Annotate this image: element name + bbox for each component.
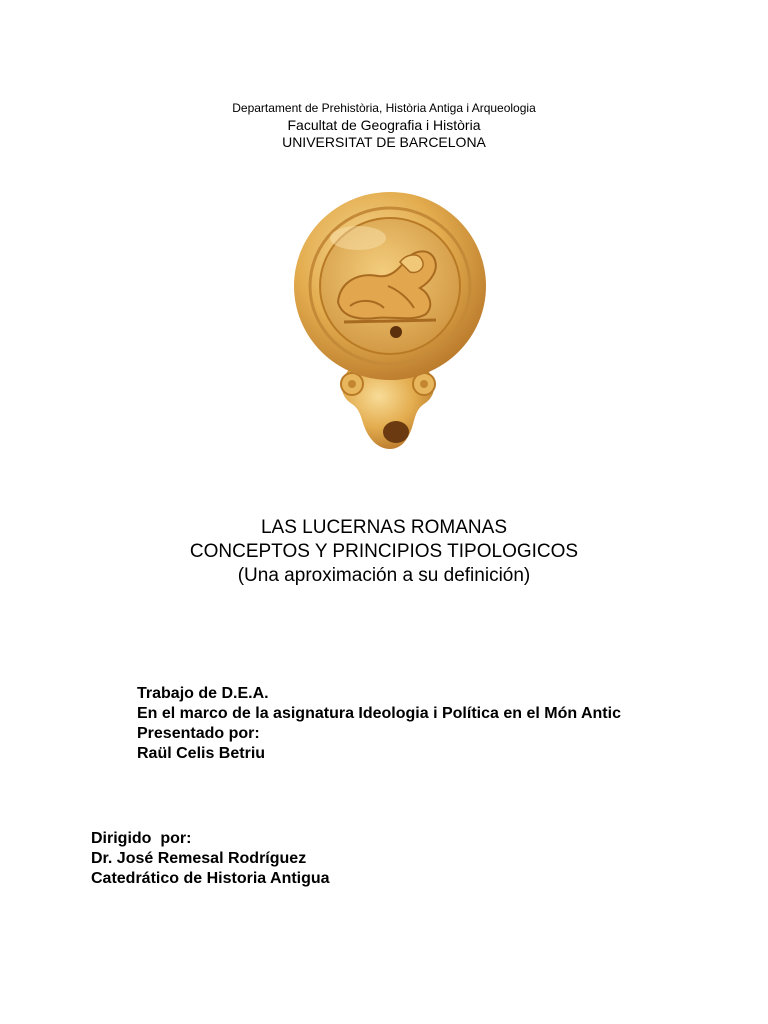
author-name: Raül Celis Betriu [137,745,266,762]
institution-header [0,100,768,151]
document-title [0,516,768,588]
director-position: Catedrático de Historia Antigua [91,870,330,887]
director-label: Dirigido por: [91,830,192,847]
title-line-2: CONCEPTOS Y PRINCIPIOS TIPOLOGICOS [189,541,579,562]
department-name: Departament de Prehistòria, Història Antiga i Arqueologia [232,101,536,115]
director-name: Dr. José Remesal Rodríguez [91,850,307,867]
faculty-name: Facultat de Geografia i Història [287,117,481,133]
work-type: Trabajo de D.E.A. [137,685,269,702]
director-info [91,829,330,889]
title-line-3: (Una aproximación a su definición) [237,565,531,586]
work-context: En el marco de la asignatura Ideologia i Política en el Món Antic [137,705,621,722]
work-info [137,684,621,764]
roman-oil-lamp-image [280,190,496,460]
presented-by-label: Presentado por: [137,725,260,742]
title-line-1: LAS LUCERNAS ROMANAS [260,517,507,538]
university-name: UNIVERSITAT DE BARCELONA [282,134,486,150]
